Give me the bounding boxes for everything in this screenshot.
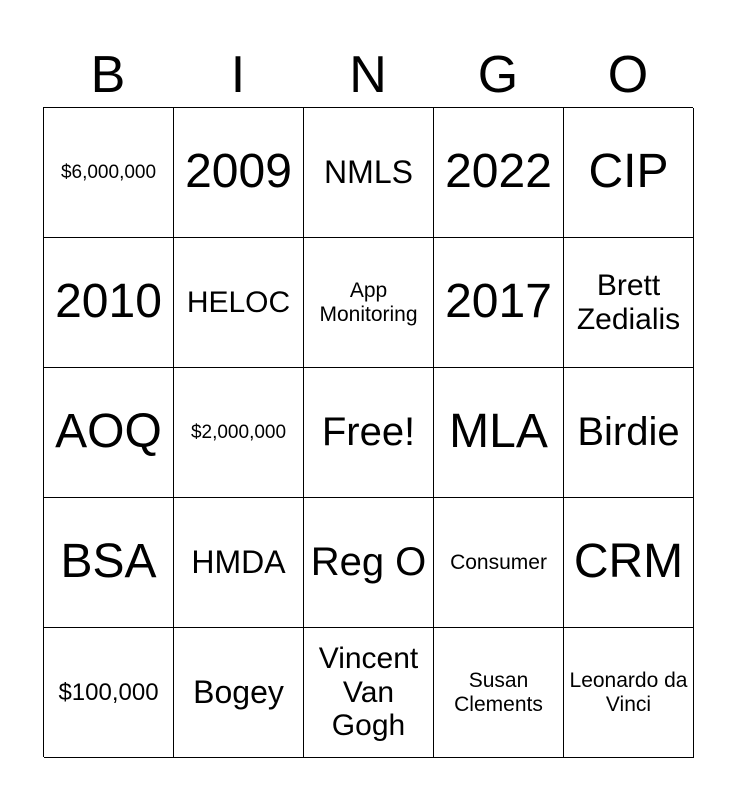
bingo-cell[interactable]: 2009 (174, 108, 304, 238)
header-letter-i: I (230, 46, 246, 104)
header-letter-o: O (607, 46, 649, 104)
bingo-cell[interactable]: BSA (44, 498, 174, 628)
bingo-cell[interactable]: Leonardo da Vinci (564, 628, 694, 758)
bingo-cell[interactable]: CRM (564, 498, 694, 628)
bingo-board (43, 107, 693, 757)
bingo-cell[interactable]: HELOC (174, 238, 304, 368)
bingo-cell[interactable]: HMDA (174, 498, 304, 628)
bingo-cell[interactable]: 2022 (434, 108, 564, 238)
bingo-cell[interactable]: CIP (564, 108, 694, 238)
bingo-cell[interactable]: Consumer (434, 498, 564, 628)
bingo-cell[interactable]: Reg O (304, 498, 434, 628)
bingo-cell[interactable]: Bogey (174, 628, 304, 758)
bingo-cell[interactable]: Birdie (564, 368, 694, 498)
bingo-cell[interactable]: 2010 (44, 238, 174, 368)
bingo-cell[interactable]: 2017 (434, 238, 564, 368)
bingo-cell[interactable]: Brett Zedialis (564, 238, 694, 368)
header-letter-b: B (90, 46, 126, 104)
bingo-cell[interactable]: NMLS (304, 108, 434, 238)
bingo-cell[interactable]: $2,000,000 (174, 368, 304, 498)
bingo-cell[interactable]: App Monitoring (304, 238, 434, 368)
bingo-cell[interactable]: AOQ (44, 368, 174, 498)
header-letter-g: G (477, 46, 519, 104)
bingo-cell[interactable]: $100,000 (44, 628, 174, 758)
bingo-cell[interactable]: Susan Clements (434, 628, 564, 758)
bingo-cell[interactable]: MLA (434, 368, 564, 498)
free-space-cell[interactable]: Free! (304, 368, 434, 498)
bingo-header (43, 44, 693, 106)
header-letter-n: N (349, 46, 387, 104)
bingo-cell[interactable]: Vincent Van Gogh (304, 628, 434, 758)
bingo-cell[interactable]: $6,000,000 (44, 108, 174, 238)
